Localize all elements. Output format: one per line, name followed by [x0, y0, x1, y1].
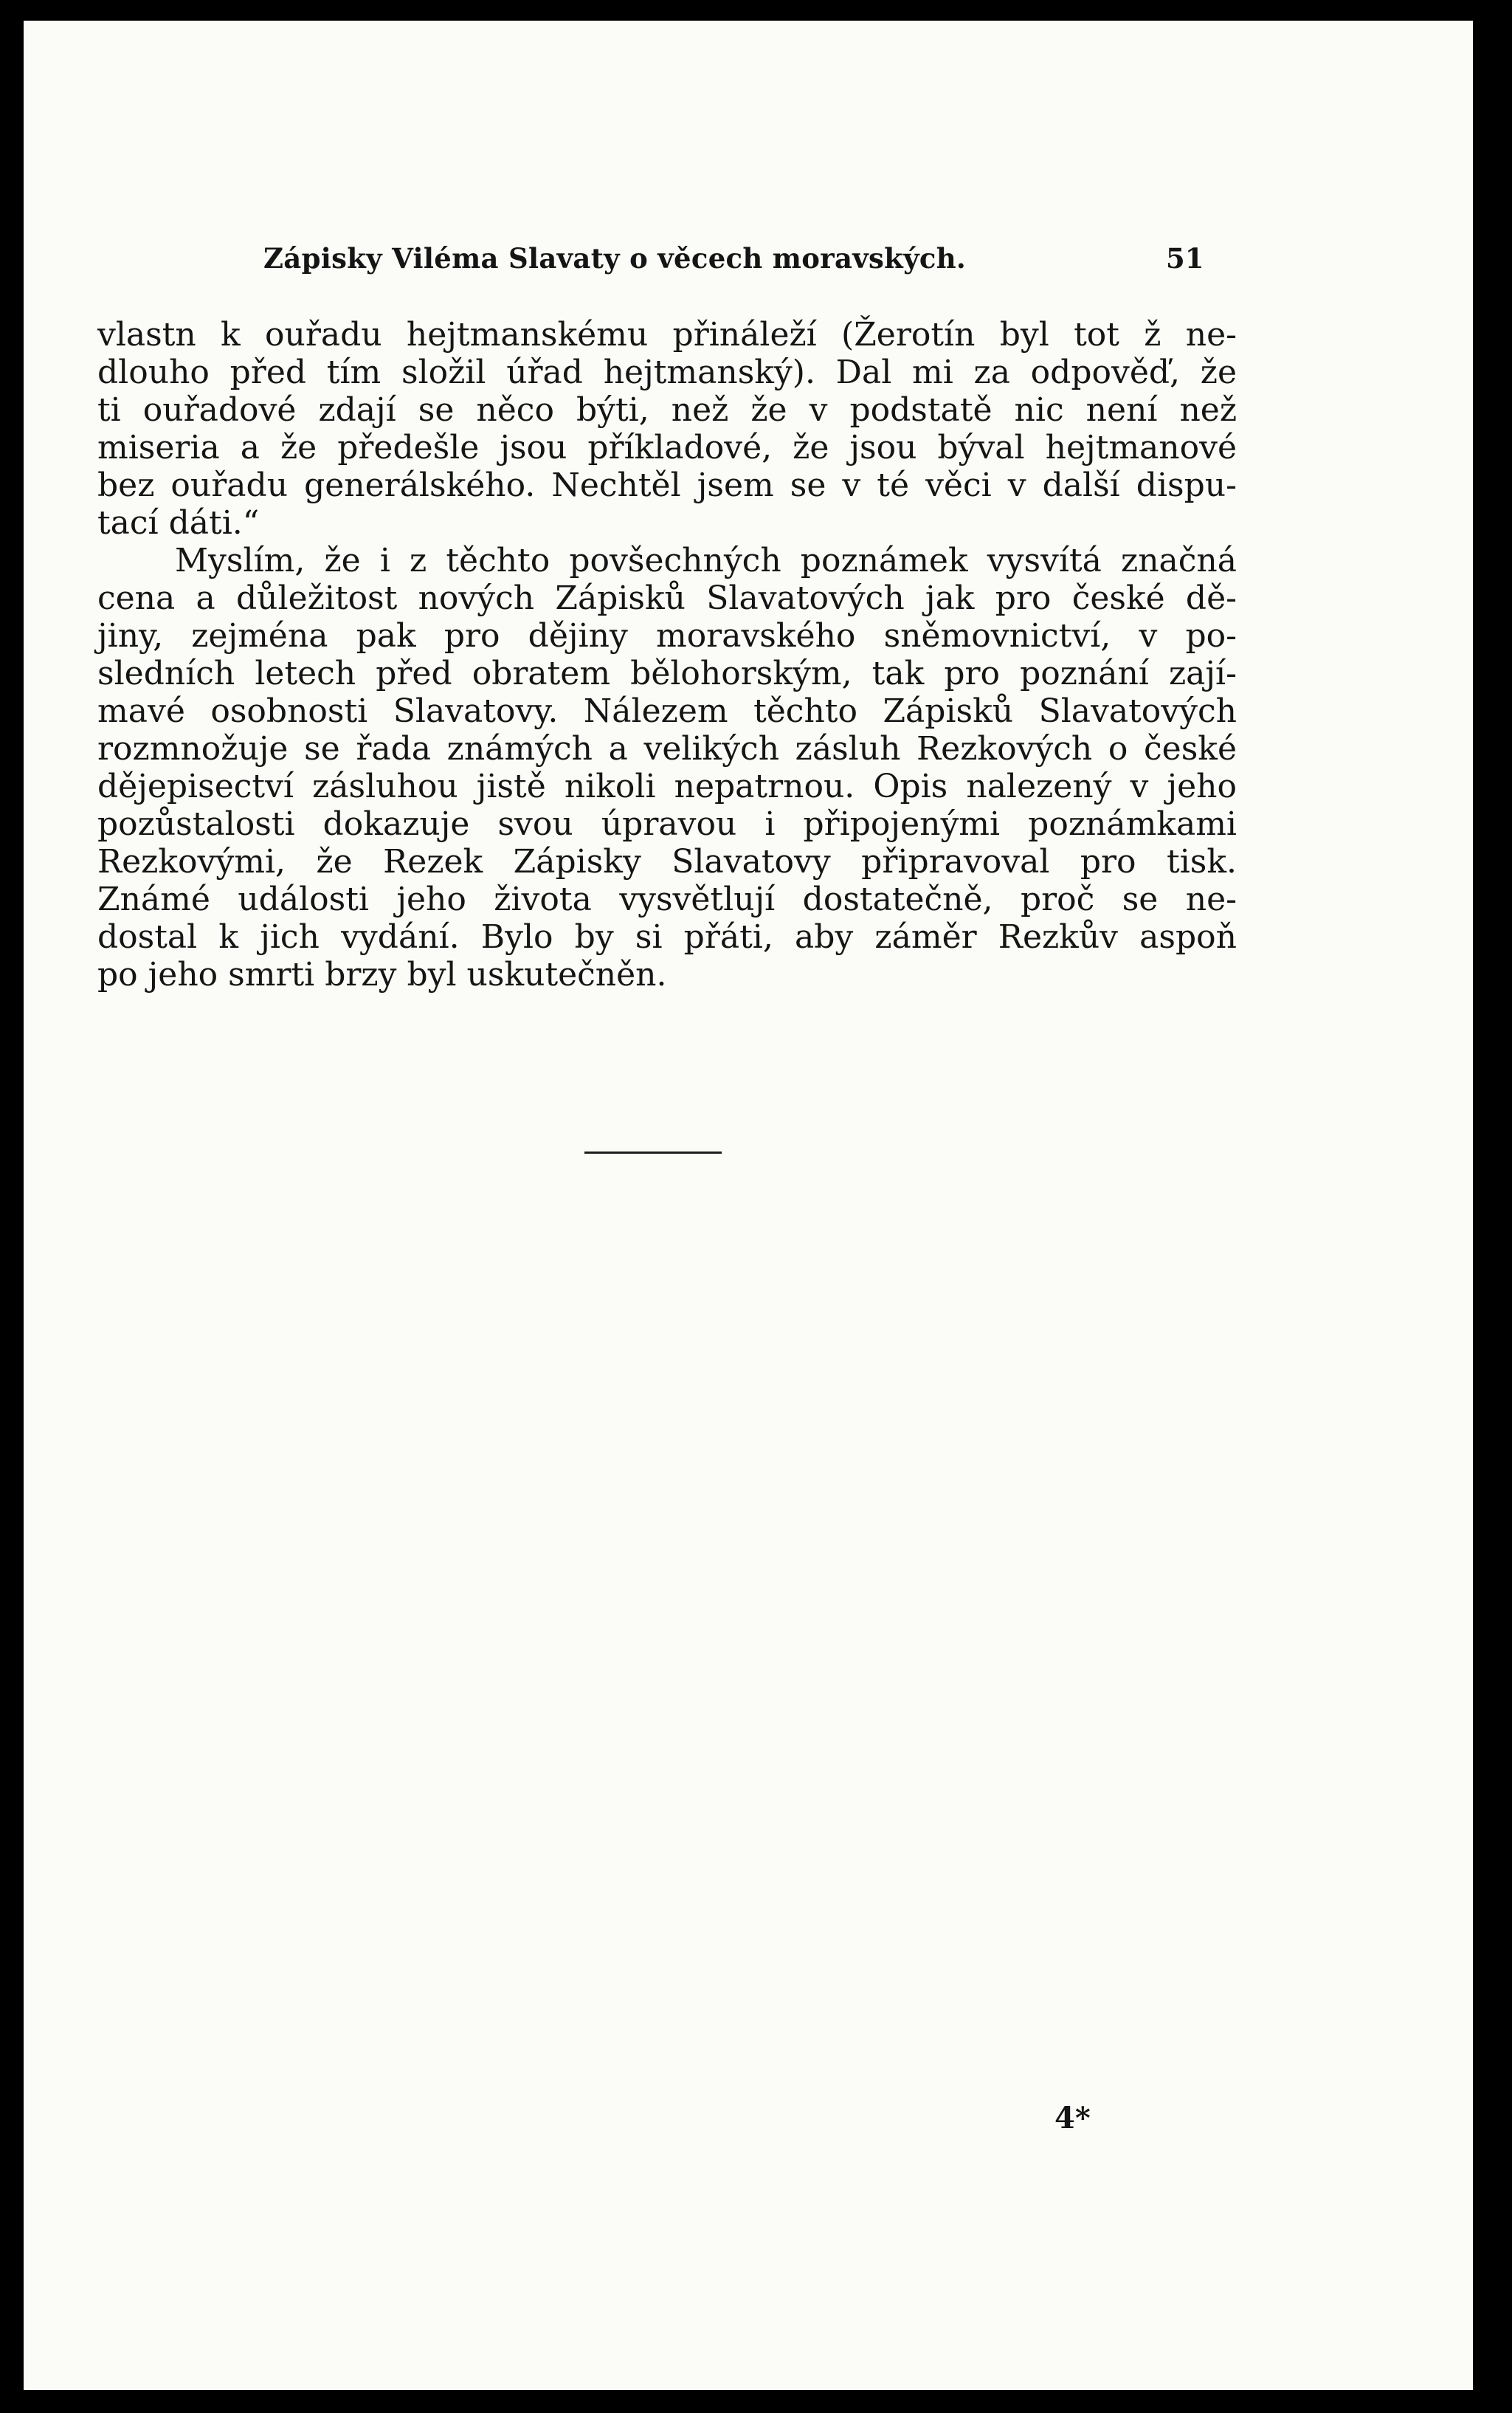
text-line: vlastn k ouřadu hejtmanskému přináleží (Žerotín byl tot ž ne-: [97, 316, 1237, 354]
text-line: tací dáti.“: [97, 504, 260, 542]
text-line: dostal k jich vydání. Bylo by si přáti, aby záměr Rezkův aspoň: [97, 918, 1237, 956]
page-number: 51: [1166, 242, 1204, 275]
text-line: sledních letech před obratem bělohorským, tak pro poznání zají-: [97, 655, 1237, 692]
text-line: dějepisectví zásluhou jistě nikoli nepatrnou. Opis nalezený v jeho: [97, 768, 1237, 805]
text-line: ti ouřadové zdají se něco býti, než že v podstatě nic není než: [97, 391, 1237, 429]
text-line: miseria a že předešle jsou příkladové, že jsou býval hejtmanové: [97, 429, 1237, 467]
running-title: Zápisky Viléma Slavaty o věcech moravských.: [263, 242, 967, 275]
paragraph-start-line: Myslím, že i z těchto povšechných poznámek vysvítá značná: [175, 542, 1237, 579]
text-line: cena a důležitost nových Zápisků Slavatových jak pro české dě-: [97, 579, 1237, 617]
section-divider: [584, 1152, 722, 1154]
body-text: [97, 316, 1237, 994]
running-head: [24, 242, 1473, 279]
text-line: bez ouřadu generálského. Nechtěl jsem se v té věci v další dispu-: [97, 467, 1237, 504]
text-line: mavé osobnosti Slavatovy. Nálezem těchto Zápisků Slavatových: [97, 692, 1237, 730]
text-line: rozmnožuje se řada známých a velikých zásluh Rezkových o české: [97, 730, 1237, 768]
signature-mark: 4*: [1054, 2101, 1091, 2135]
text-line: Rezkovými, že Rezek Zápisky Slavatovy připravoval pro tisk.: [97, 843, 1237, 881]
document-page: [24, 21, 1473, 2390]
text-line: jiny, zejména pak pro dějiny moravského sněmovnictví, v po-: [97, 617, 1237, 655]
text-line: pozůstalosti dokazuje svou úpravou i připojenými poznámkami: [97, 805, 1237, 843]
text-line: Známé události jeho života vysvětlují dostatečně, proč se ne-: [97, 881, 1237, 918]
text-line: dlouho před tím složil úřad hejtmanský). Dal mi za odpověď, že: [97, 354, 1237, 391]
text-line: po jeho smrti brzy byl uskutečněn.: [97, 956, 667, 994]
